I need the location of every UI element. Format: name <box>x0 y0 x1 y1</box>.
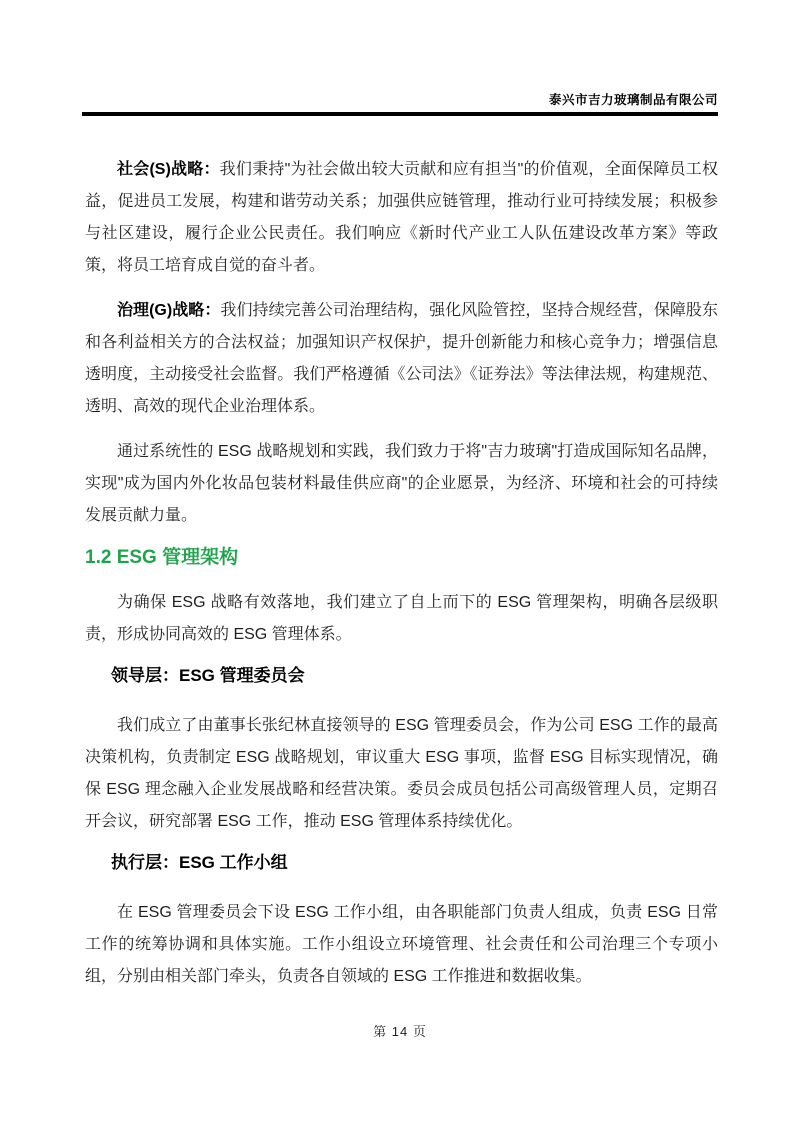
paragraph-leadership-committee <box>85 710 718 838</box>
page-number: 第 14 页 <box>373 1024 427 1039</box>
paragraph-section-intro <box>85 587 718 651</box>
esg-summary-text: 通过系统性的 ESG 战略规划和实践，我们致力于将"吉力玻璃"打造成国际知名品牌，实现"成为国内外化妆品包装材料最佳供应商"的企业愿景，为经济、环境和社会的可持续发展贡献力量。 <box>85 443 718 524</box>
sub-heading-execution-workgroup: 执行层：ESG 工作小组 <box>111 853 288 872</box>
paragraph-esg-summary <box>85 436 718 532</box>
section-intro-text: 为确保 ESG 战略有效落地，我们建立了自上而下的 ESG 管理架构，明确各层级职责，形成协同高效的 ESG 管理体系。 <box>85 594 718 643</box>
header-company-name: 泰兴市吉力玻璃制品有限公司 <box>548 93 718 107</box>
header-rule <box>82 112 718 116</box>
page-header <box>82 90 718 116</box>
paragraph-social-strategy <box>85 154 718 282</box>
execution-workgroup-text: 在 ESG 管理委员会下设 ESG 工作小组，由各职能部门负责人组成，负责 ESG 日常工作的统筹协调和具体实施。工作小组设立环境管理、社会责任和公司治理三个专项小组，分别由相关部门牵头，负责各自领域的 ESG 工作推进和数据收集。 <box>85 904 718 985</box>
sub-heading-leadership-committee: 领导层：ESG 管理委员会 <box>111 666 305 685</box>
page-footer <box>0 1021 800 1041</box>
governance-strategy-text: 我们持续完善公司治理结构，强化风险管控，坚持合规经营，保障股东和各利益相关方的合法权益；加强知识产权保护，提升创新能力和核心竞争力；增强信息透明度，主动接受社会监督。我们严格遵循《公司法》《证券法》等法律法规，构建规范、透明、高效的现代企业治理体系。 <box>85 302 718 415</box>
paragraph-governance-strategy <box>85 295 718 423</box>
leadership-committee-text: 我们成立了由董事长张纪林直接领导的 ESG 管理委员会，作为公司 ESG 工作的最高决策机构，负责制定 ESG 战略规划，审议重大 ESG 事项，监督 ESG 目标实现情况，确保 ESG 理念融入企业发展战略和经营决策。委员会成员包括公司高级管理人员，定期召开会议，研究部署 ESG 工作，推动 ESG 管理体系持续优化。 <box>85 717 718 830</box>
paragraph-execution-workgroup <box>85 897 718 993</box>
section-heading-esg-governance-structure: 1.2 ESG 管理架构 <box>85 547 239 568</box>
social-strategy-text: 我们秉持"为社会做出较大贡献和应有担当"的价值观，全面保障员工权益，促进员工发展，构建和谐劳动关系；加强供应链管理，推动行业可持续发展；积极参与社区建设，履行企业公民责任。我们响应《新时代产业工人队伍建设改革方案》等政策，将员工培育成自觉的奋斗者。 <box>85 161 718 274</box>
social-strategy-lead: 社会(S)战略： <box>117 161 220 178</box>
document-body <box>85 154 718 1006</box>
governance-strategy-lead: 治理(G)战略： <box>117 302 221 319</box>
